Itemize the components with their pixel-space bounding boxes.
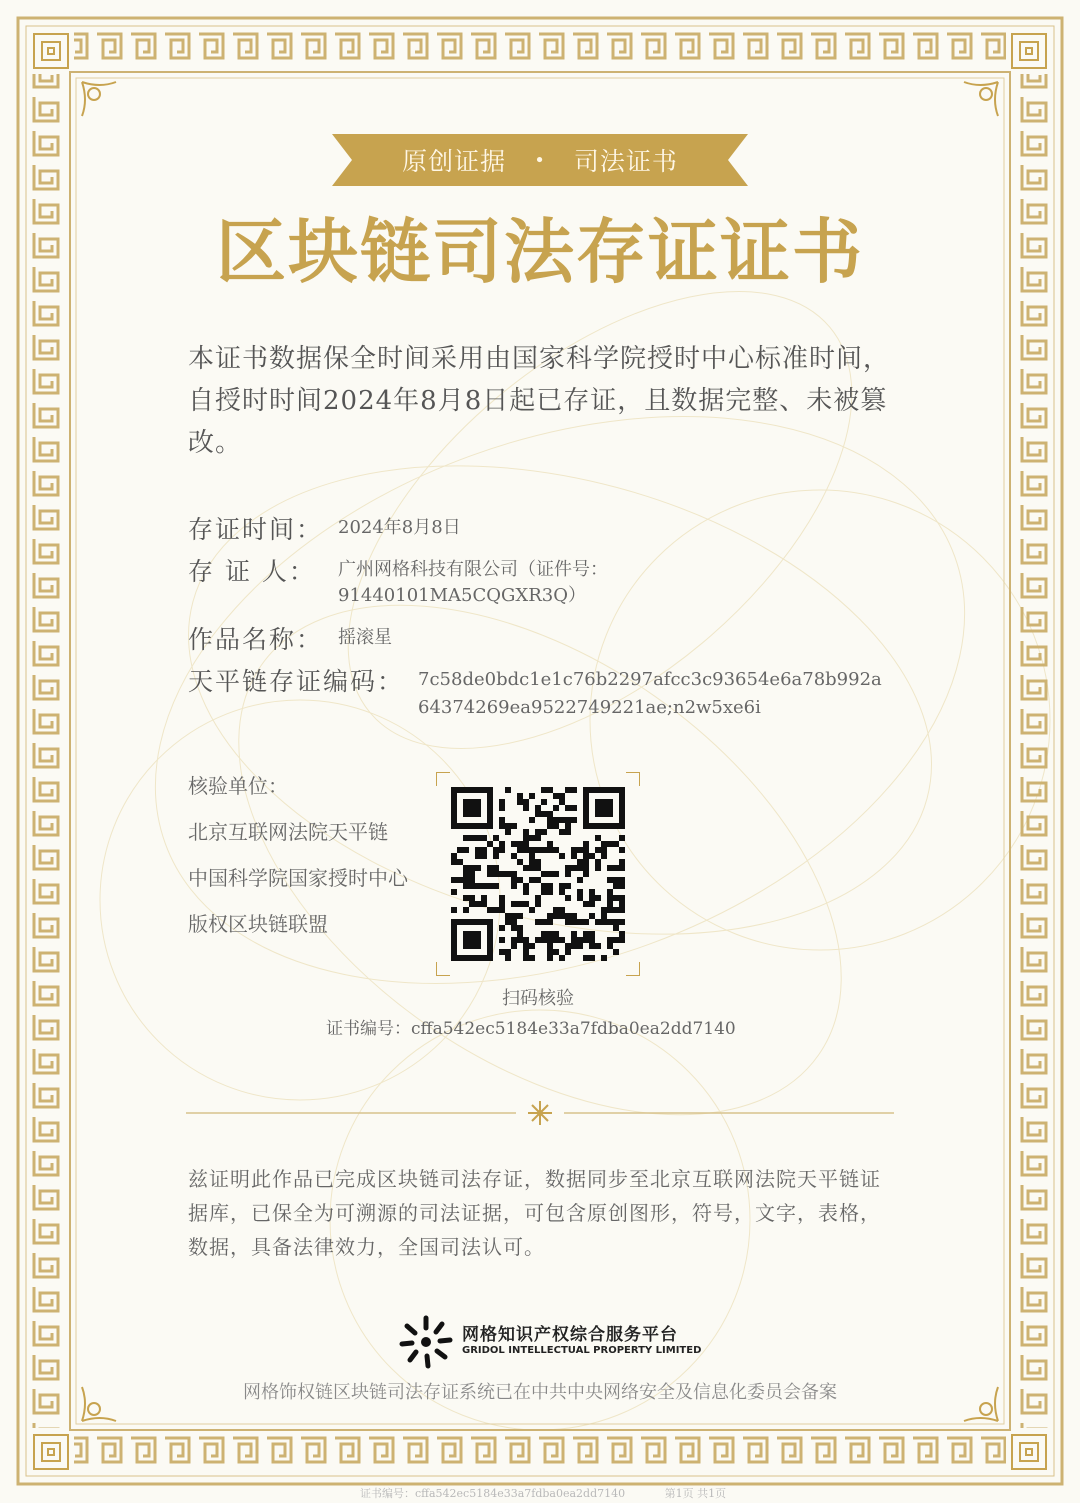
field-holder-label: 存 证 人： [188, 557, 316, 586]
verification-unit: 中国科学院国家授时中心 [188, 866, 408, 890]
verification-unit: 北京互联网法院天平链 [188, 820, 388, 844]
verification-unit: 版权区块链联盟 [188, 912, 328, 936]
field-time-label: 存证时间： [188, 515, 324, 544]
verification-units [188, 772, 408, 956]
field-time [188, 510, 461, 546]
footer-page-number: 第1页 共1页 [664, 1487, 727, 1500]
platform-logo [398, 1314, 702, 1370]
intro-paragraph: 本证书数据保全时间采用由国家科学院授时中心标准时间，自授时时间2024年8月8日起已存证，且数据完整、未被篡改。 [188, 344, 891, 458]
qr-code-graphic[interactable] [436, 772, 640, 976]
logo-chinese-name: 网格知识产权综合服务平台 [462, 1325, 678, 1345]
field-holder [188, 552, 608, 606]
footer-certificate-number: 证书编号：cffa542ec5184e33a7fdba0ea2dd7140 [360, 1487, 626, 1500]
sunburst-logo-icon [398, 1314, 454, 1370]
field-holder-line2: 91440101MA5CQGXR3Q） [338, 585, 586, 606]
closing-paragraph: 兹证明此作品已完成区块链司法存证，数据同步至北京互联网法院天平链证据库，已保全为可溯源的司法证据，可包含原创图形，符号，文字，表格，数据，具备法律效力，全国司法认可。 [188, 1167, 881, 1259]
field-work [188, 620, 392, 656]
field-work-label: 作品名称： [188, 625, 324, 654]
field-holder-line1: 广州网格科技有限公司（证件号： [338, 559, 608, 580]
qr-caption: 扫码核验 [502, 988, 574, 1009]
field-work-value: 摇滚星 [338, 627, 392, 648]
ribbon-right-text: 司法证书 [573, 147, 678, 176]
filing-statement: 网格饰权链区块链司法存证系统已在中共中央网络安全及信息化委员会备案 [243, 1382, 837, 1403]
qr-code-icon[interactable] [436, 772, 640, 976]
field-chain-code [188, 662, 882, 718]
ribbon-left-text: 原创证据 [402, 147, 507, 176]
page-footer [360, 1485, 762, 1501]
field-code-line2: 64374269ea9522749221ae;n2w5xe6i [418, 697, 761, 718]
logo-english-name: GRIDOL INTELLECTUAL PROPERTY LIMITED [462, 1345, 702, 1356]
ribbon-separator: • [534, 149, 546, 171]
field-code-line1: 7c58de0bdc1e1c76b2297afcc3c93654e6a78b992a [418, 669, 882, 690]
field-time-value: 2024年8月8日 [338, 517, 461, 538]
field-code-label: 天平链存证编码： [188, 667, 405, 696]
certificate-number: 证书编号：cffa542ec5184e33a7fdba0ea2dd7140 [326, 1019, 736, 1039]
verification-heading: 核验单位： [188, 774, 288, 798]
header-ribbon [332, 134, 748, 186]
certificate-title: 区块链司法存证证书 [216, 210, 864, 293]
ornamental-divider [186, 1098, 894, 1128]
